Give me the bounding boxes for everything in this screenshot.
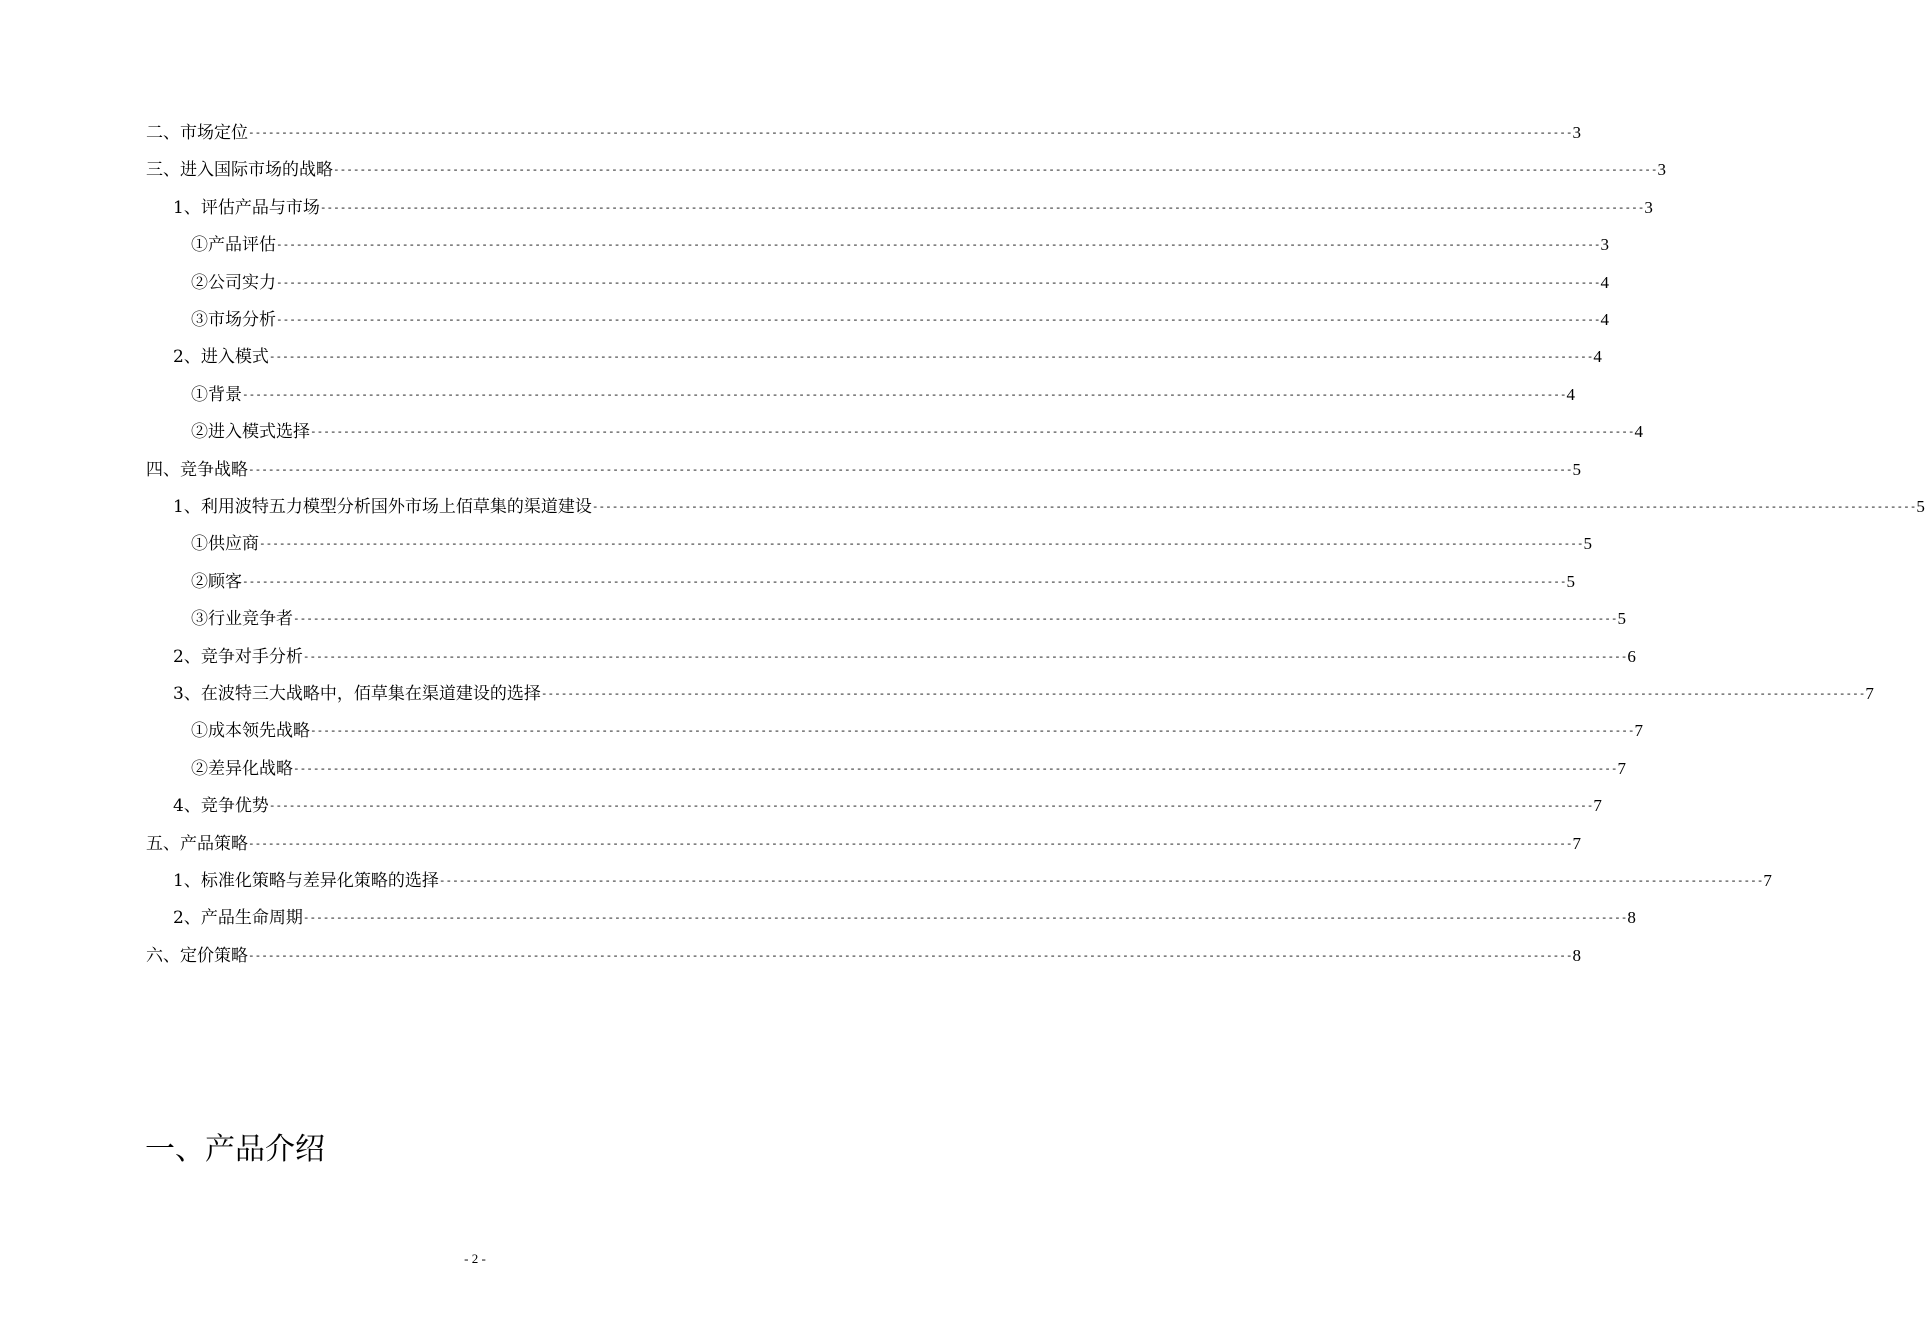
toc-entry-page: 3 [1600,235,1610,255]
toc-leader-dashes: -------------------------------------------------------------------------------------------------------------------------------------------------------------------------------------------------------- [248,836,1573,850]
toc-entry[interactable] [146,118,1582,144]
toc-entry-title: 3、在波特三大战略中，佰草集在渠道建设的选择 [173,684,541,704]
toc-entry[interactable] [191,754,1627,780]
toc-entry-page: 5 [1617,609,1627,629]
toc-leader-dashes: -------------------------------------------------------------------------------------------------------------------------------------------------------------------------------------------------------- [302,911,1628,925]
toc-entry-title: 4、竞争优势 [173,796,269,817]
toc-leader-dashes: -------------------------------------------------------------------------------------------------------------------------------------------------------------------------------------------------------- [248,126,1573,139]
toc-entry-title: 二、市场定位 [146,123,248,143]
toc-entry-title: ②差异化战略 [191,758,293,779]
toc-leader-dashes: -------------------------------------------------------------------------------------------------------------------------------------------------------------------------------------------------------- [540,687,1866,700]
toc-entry-title: ①背景 [191,384,242,405]
toc-entry[interactable] [173,193,1653,219]
toc-entry-title: ②进入模式选择 [191,422,310,443]
toc-entry-page: 4 [1634,422,1644,442]
toc-entry[interactable] [146,455,1582,481]
toc-leader-dashes: -------------------------------------------------------------------------------------------------------------------------------------------------------------------------------------------------------- [310,425,1635,439]
toc-leader-dashes: -------------------------------------------------------------------------------------------------------------------------------------------------------------------------------------------------------- [268,350,1594,364]
toc-leader-dashes: -------------------------------------------------------------------------------------------------------------------------------------------------------------------------------------------------------- [259,537,1584,551]
toc-leader-dashes: -------------------------------------------------------------------------------------------------------------------------------------------------------------------------------------------------------- [242,387,1567,401]
toc-entry[interactable] [173,342,1602,368]
toc-entry-page: 3 [1657,160,1667,180]
toc-entry[interactable] [191,604,1627,630]
page-number: - 2 - [464,1251,486,1266]
toc-entry[interactable] [191,268,1610,294]
toc-entry-page: 7 [1763,871,1772,890]
toc-entry-title: ③市场分析 [191,310,276,330]
toc-entry-title: 1、评估产品与市场 [173,197,320,218]
toc-entry-title: 1、标准化策略与差异化策略的选择 [173,871,439,891]
toc-leader-dashes: -------------------------------------------------------------------------------------------------------------------------------------------------------------------------------------------------------- [293,761,1618,775]
toc-entry-page: 7 [1865,684,1874,703]
toc-entry[interactable] [146,155,1667,181]
toc-entry-title: ②公司实力 [191,272,276,293]
toc-entry[interactable] [173,642,1636,668]
toc-entry[interactable] [191,305,1610,331]
toc-entry-title: 1、利用波特五力模型分析国外市场上佰草集的渠道建设 [173,497,592,517]
toc-leader-dashes: -------------------------------------------------------------------------------------------------------------------------------------------------------------------------------------------------------- [302,649,1628,663]
toc-entry-page: 3 [1644,197,1653,217]
toc-entry-page: 5 [1572,459,1582,479]
toc-leader-dashes: -------------------------------------------------------------------------------------------------------------------------------------------------------------------------------------------------------- [333,163,1658,177]
toc-leader-dashes: -------------------------------------------------------------------------------------------------------------------------------------------------------------------------------------------------------- [438,874,1764,887]
toc-leader-dashes: -------------------------------------------------------------------------------------------------------------------------------------------------------------------------------------------------------- [293,612,1618,626]
toc-entry[interactable] [191,417,1644,443]
toc-entry-title: ①成本领先战略 [191,721,310,742]
toc-entry-title: ③行业竞争者 [191,609,293,630]
toc-leader-dashes: -------------------------------------------------------------------------------------------------------------------------------------------------------------------------------------------------------- [319,200,1645,214]
toc-entry-page: 7 [1572,833,1582,853]
toc-entry-title: 三、进入国际市场的战略 [146,160,333,181]
toc-entry-page: 4 [1600,310,1610,329]
toc-entry-page: 7 [1634,721,1644,741]
toc-entry[interactable] [146,941,1582,967]
toc-leader-dashes: -------------------------------------------------------------------------------------------------------------------------------------------------------------------------------------------------------- [310,724,1635,738]
toc-entry-title: ①供应商 [191,534,259,555]
toc-entry[interactable] [191,567,1576,593]
toc-entry-page: 5 [1583,534,1593,554]
section-heading: 一、产品介绍 [145,1132,325,1167]
toc-entry[interactable] [173,492,1925,518]
toc-entry-title: 四、竞争战略 [146,459,248,480]
toc-leader-dashes: -------------------------------------------------------------------------------------------------------------------------------------------------------------------------------------------------------- [276,238,1601,252]
toc-entry-page: 5 [1566,571,1576,591]
toc-entry-page: 3 [1572,123,1582,142]
toc-entry-page: 7 [1617,758,1627,778]
toc-entry-page: 8 [1572,945,1582,965]
toc-entry[interactable] [146,829,1582,855]
toc-entry[interactable] [173,791,1602,817]
toc-entry-title: 五、产品策略 [146,833,248,854]
toc-entry-page: 4 [1600,272,1610,292]
toc-entry-title: 六、定价策略 [146,945,248,966]
toc-entry[interactable] [191,380,1576,406]
toc-entry-title: 2、竞争对手分析 [173,646,303,667]
toc-leader-dashes: -------------------------------------------------------------------------------------------------------------------------------------------------------------------------------------------------------- [276,275,1601,289]
toc-entry-title: 2、产品生命周期 [173,908,303,929]
toc-entry[interactable] [191,230,1610,256]
toc-entry-title: ②顾客 [191,571,242,592]
toc-entry-page: 5 [1916,497,1925,516]
toc-entry[interactable] [191,716,1644,742]
toc-leader-dashes: -------------------------------------------------------------------------------------------------------------------------------------------------------------------------------------------------------- [276,313,1601,326]
toc-leader-dashes: -------------------------------------------------------------------------------------------------------------------------------------------------------------------------------------------------------- [591,500,1917,513]
toc-entry[interactable] [173,866,1772,892]
toc-entry-page: 6 [1627,646,1636,666]
toc-entry-page: 7 [1593,796,1602,816]
toc-entry-title: ①产品评估 [191,235,276,256]
toc-entry[interactable] [173,679,1874,705]
toc-entry-page: 4 [1566,384,1576,404]
toc-entry-page: 8 [1627,908,1636,928]
toc-entry[interactable] [191,529,1593,555]
toc-leader-dashes: -------------------------------------------------------------------------------------------------------------------------------------------------------------------------------------------------------- [242,574,1567,588]
toc-leader-dashes: -------------------------------------------------------------------------------------------------------------------------------------------------------------------------------------------------------- [248,462,1573,476]
toc-leader-dashes: -------------------------------------------------------------------------------------------------------------------------------------------------------------------------------------------------------- [248,948,1573,962]
toc-entry-page: 4 [1593,347,1602,367]
toc-leader-dashes: -------------------------------------------------------------------------------------------------------------------------------------------------------------------------------------------------------- [268,799,1594,813]
toc-entry[interactable] [173,903,1636,929]
toc-entry-title: 2、进入模式 [173,347,269,368]
